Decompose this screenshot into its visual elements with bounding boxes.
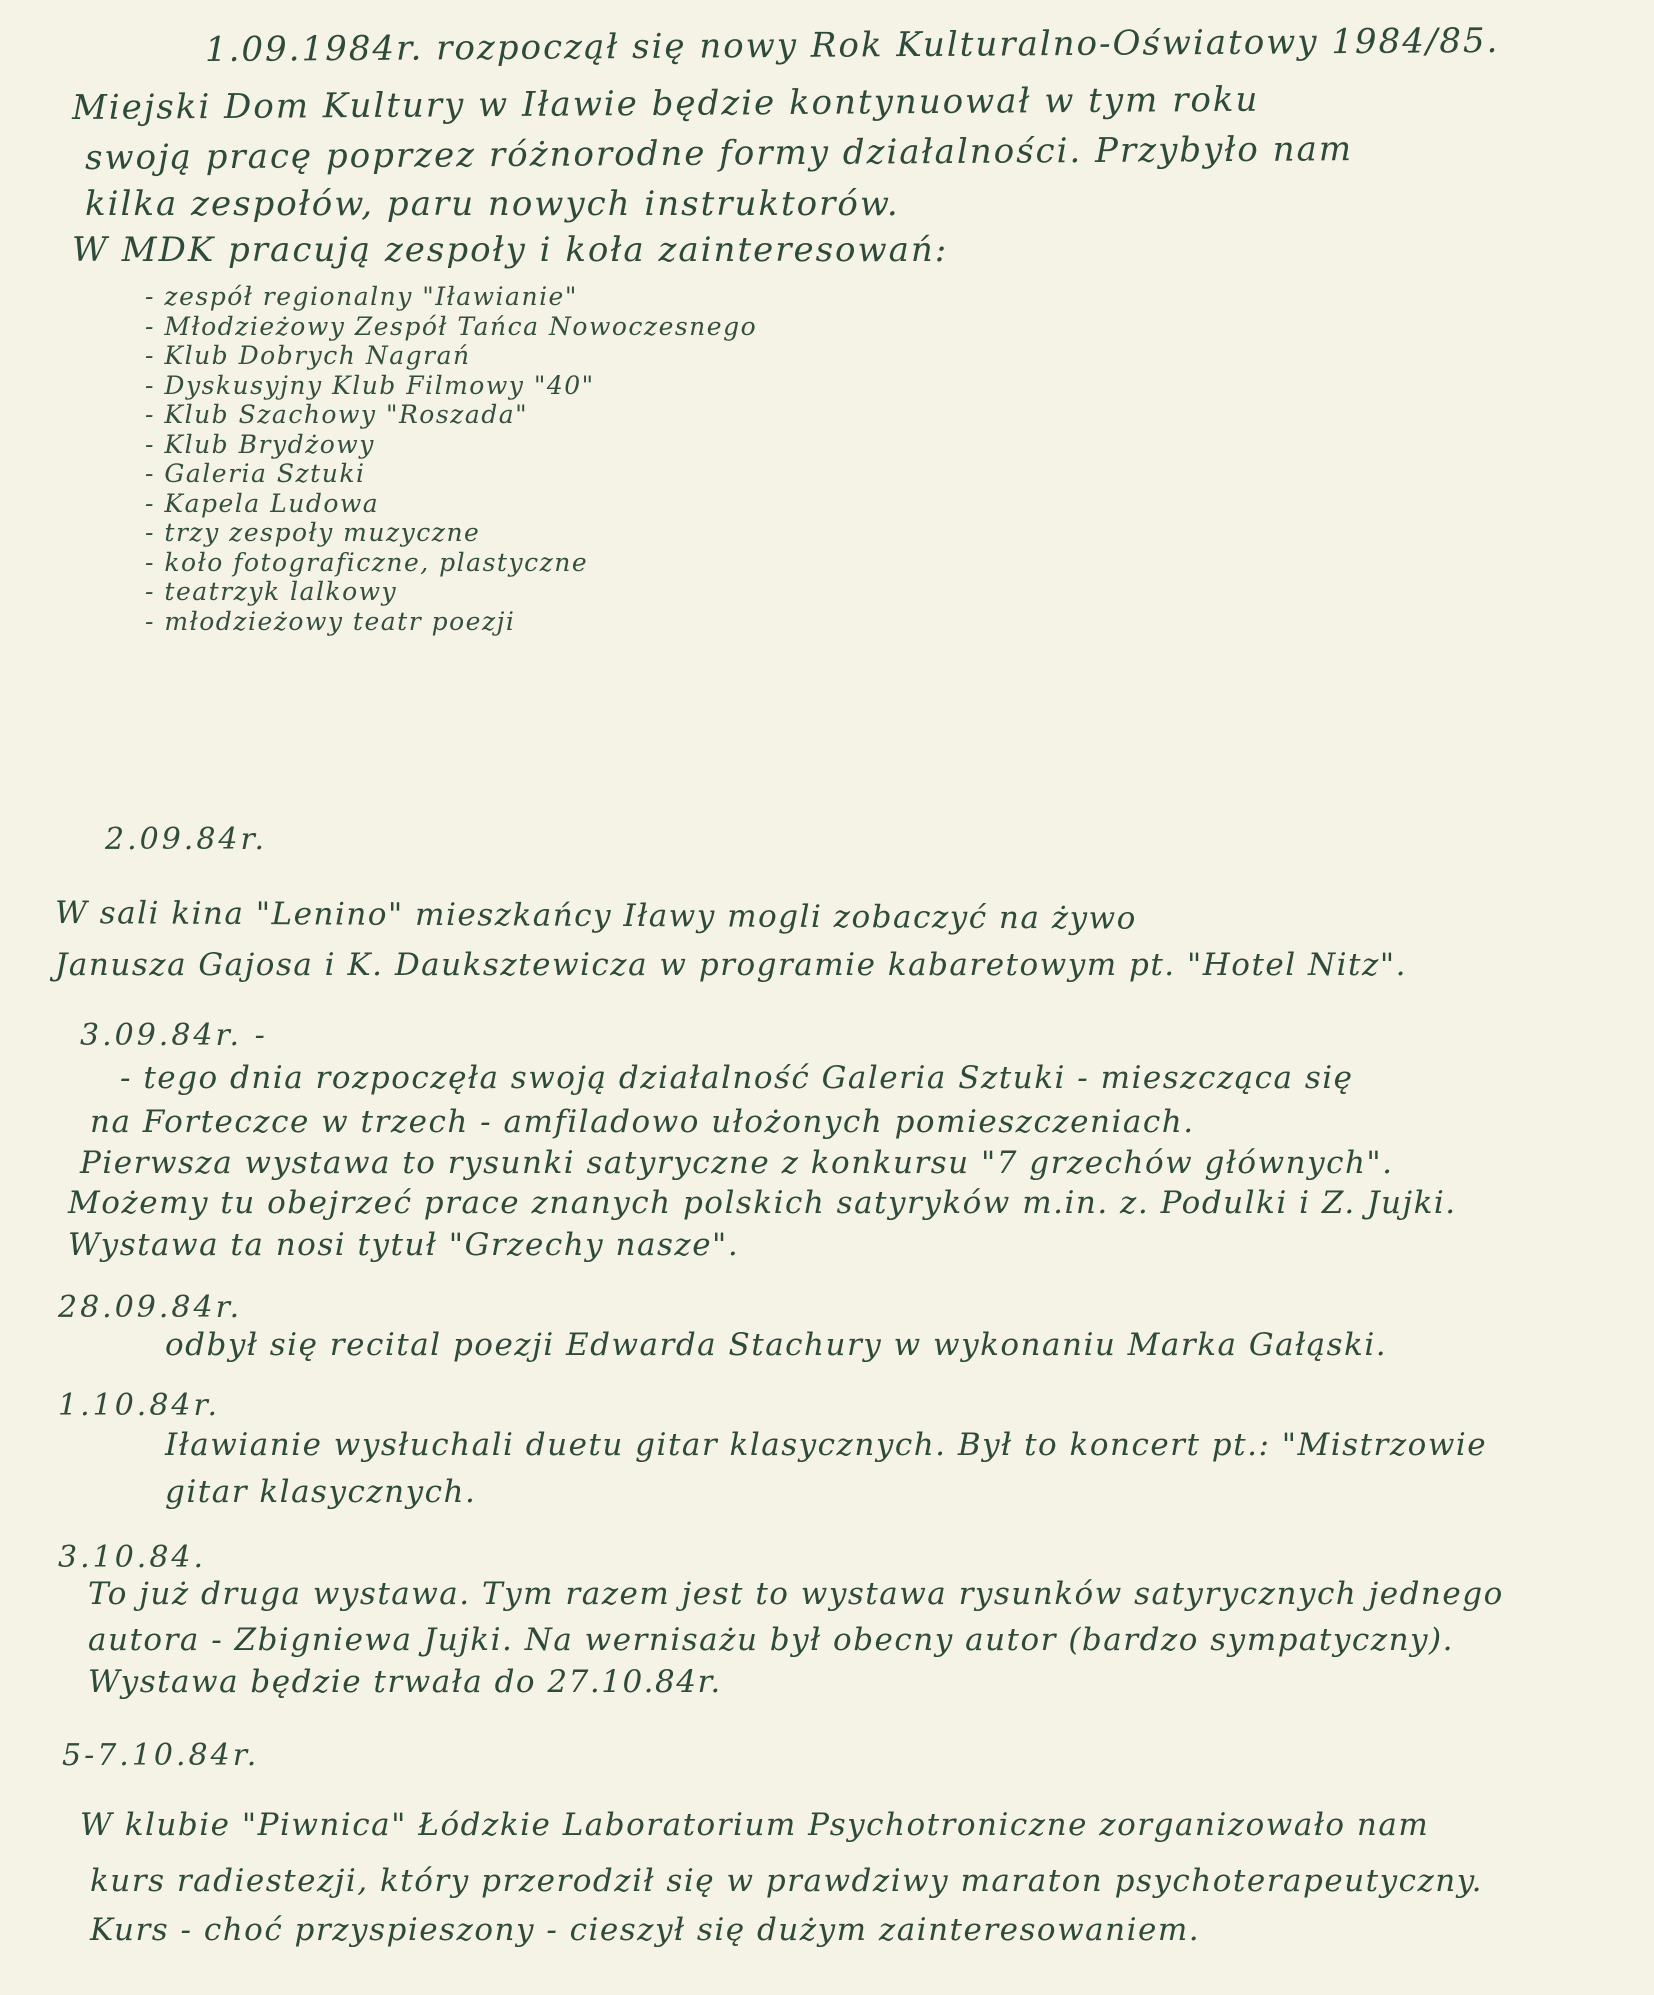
- entry-line: kurs radiestezji, który przerodził się w prawdziwy maraton psychoterapeutyczny.: [90, 1863, 1484, 1899]
- entry-line: gitar klasycznych.: [165, 1474, 477, 1510]
- list-item: - Klub Brydżowy: [145, 430, 757, 460]
- list-item: - trzy zespoły muzyczne: [145, 518, 757, 548]
- entry-date: 3.09.84r. -: [80, 1018, 268, 1053]
- entry-line: W sali kina "Lenino" mieszkańcy Iławy mogli zobaczyć na żywo: [54, 895, 1137, 937]
- entry-line: autora - Zbigniewa Jujki. Na wernisażu był obecny autor (bardzo sympatyczny).: [88, 1622, 1455, 1658]
- entry-line: Iławianie wysłuchali duetu gitar klasycznych. Był to koncert pt.: "Mistrzowie: [165, 1427, 1488, 1463]
- list-item: - Młodzieżowy Zespół Tańca Nowoczesnego: [145, 312, 757, 342]
- entry-line: Możemy tu obejrzeć prace znanych polskich satyryków m.in. z. Podulki i Z. Jujki.: [68, 1185, 1457, 1221]
- intro-line-4: kilka zespołów, paru nowych instruktorów.: [85, 184, 900, 224]
- list-item: - Galeria Sztuki: [145, 459, 757, 489]
- entry-date: 28.09.84r.: [58, 1290, 243, 1325]
- entry-line: Wystawa będzie trwała do 27.10.84r.: [88, 1664, 722, 1700]
- entry-line: To już druga wystawa. Tym razem jest to wystawa rysunków satyrycznych jednego: [88, 1576, 1504, 1612]
- entry-date: 5-7.10.84r.: [62, 1738, 260, 1773]
- list-item: - koło fotograficzne, plastyczne: [145, 548, 757, 578]
- list-item: - Klub Szachowy "Roszada": [145, 400, 757, 430]
- groups-list: [145, 282, 757, 636]
- intro-line-3: swoją pracę poprzez różnorodne formy działalności. Przybyło nam: [84, 129, 1354, 178]
- entry-line: odbył się recital poezji Edwarda Stachury w wykonaniu Marka Gałąski.: [165, 1327, 1388, 1363]
- entry-line: Kurs - choć przyspieszony - cieszył się dużym zainteresowaniem.: [90, 1912, 1201, 1948]
- list-item: - teatrzyk lalkowy: [145, 577, 757, 607]
- list-item: - Klub Dobrych Nagrań: [145, 341, 757, 371]
- list-item: - zespół regionalny "Iławianie": [145, 282, 757, 312]
- entry-line: Janusza Gajosa i K. Dauksztewicza w programie kabaretowym pt. "Hotel Nitz".: [55, 947, 1407, 983]
- list-item: - Dyskusyjny Klub Filmowy "40": [145, 371, 757, 401]
- entry-line: Pierwsza wystawa to rysunki satyryczne z konkursu "7 grzechów głównych".: [80, 1145, 1394, 1181]
- list-item: - Kapela Ludowa: [145, 489, 757, 519]
- entry-date: 3.10.84.: [58, 1540, 207, 1575]
- list-item: - młodzieżowy teatr poezji: [145, 607, 757, 637]
- entry-line: Wystawa ta nosi tytuł "Grzechy nasze".: [68, 1227, 740, 1263]
- entry-line: W klubie "Piwnica" Łódzkie Laboratorium Psychotroniczne zorganizowało nam: [80, 1807, 1430, 1843]
- entry-date: 2.09.84r.: [105, 822, 268, 857]
- entry-line: na Forteczce w trzech - amfiladowo ułożonych pomieszczeniach.: [90, 1104, 1195, 1140]
- intro-line-1: 1.09.1984r. rozpoczął się nowy Rok Kulturalno-Oświatowy 1984/85.: [204, 20, 1500, 70]
- intro-line-2: Miejski Dom Kultury w Iławie będzie kontynuował w tym roku: [71, 79, 1260, 128]
- intro-line-5: W MDK pracują zespoły i koła zainteresowań:: [72, 230, 949, 270]
- entry-date: 1.10.84r.: [58, 1388, 221, 1423]
- entry-line: - tego dnia rozpoczęła swoją działalność Galeria Sztuki - mieszcząca się: [120, 1060, 1354, 1096]
